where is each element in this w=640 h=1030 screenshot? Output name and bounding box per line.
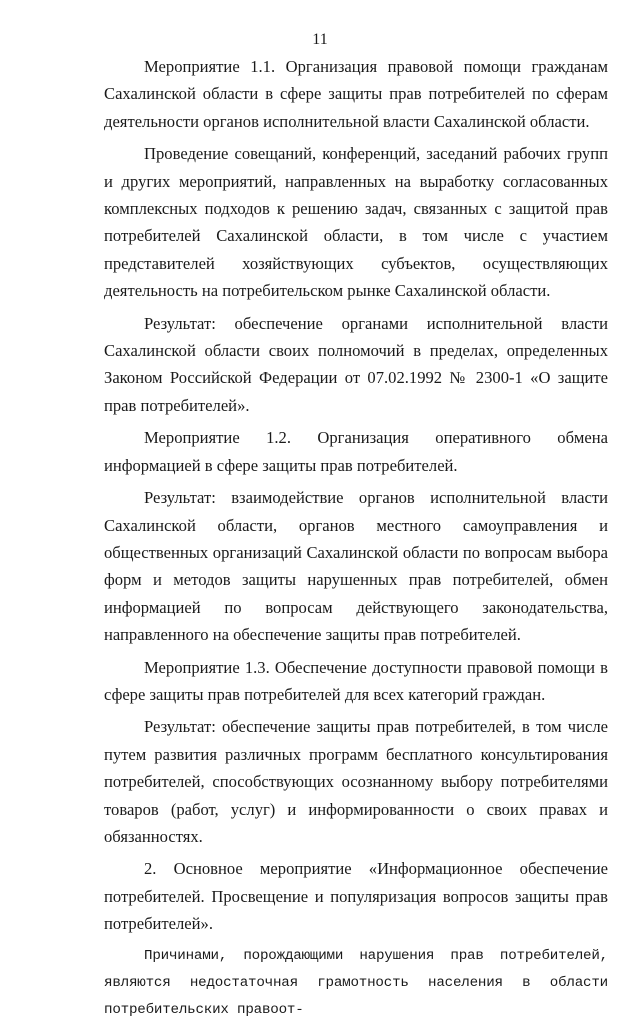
paragraph-result-1-3: Результат: обеспечение защиты прав потребителей, в том числе путем развития различных программ бесплатного консультирования потребителей, способствующих осознанному выбору потребителями товаров (работ, услуг) и информированности о своих правах и обязанностях. (104, 717, 608, 846)
page-number: 11 (312, 31, 328, 48)
paragraph-meetings: Проведение совещаний, конференций, заседаний рабочих групп и других мероприятий, направленных на выработку согласованных комплексных подходов к решению задач, связанных с защитой прав потребителей Сахалинской области, в том числе с участием представителей хозяйствующих субъектов, осуществляющих деятельность на потребительском рынке Сахалинской области. (104, 144, 608, 301)
paragraph-measure-1-3: Мероприятие 1.3. Обеспечение доступности правовой помощи в сфере защиты прав потребителей для всех категорий граждан. (104, 657, 608, 704)
document-body (104, 53, 608, 1030)
paragraph-result-1-1: Результат: обеспечение органами исполнительной власти Сахалинской области своих полномочий в пределах, определенных Законом Российской Федерации от 07.02.1992 № 2300-1 «О защите прав потребителей». (104, 313, 608, 415)
paragraph-causes: Причинами, порождающими нарушения прав потребителей, являются недостаточная грамотность населения в области потребительских правоот- (104, 947, 608, 1019)
paragraph-result-1-2: Результат: взаимодействие органов исполнительной власти Сахалинской области, органов местного самоуправления и общественных организаций Сахалинской области по вопросам выбора форм и методов защиты нарушенных прав потребителей, обмен информацией по вопросам действующего законодательства, направленного на обеспечение защиты прав потребителей. (104, 488, 608, 645)
paragraph-main-measure-2: 2. Основное мероприятие «Информационное обеспечение потребителей. Просвещение и популяризация вопросов защиты прав потребителей». (104, 859, 608, 934)
paragraph-measure-1-1: Мероприятие 1.1. Организация правовой помощи гражданам Сахалинской области в сфере защиты прав потребителей по сферам деятельности органов исполнительной власти Сахалинской области. (104, 57, 608, 131)
paragraph-measure-1-2: Мероприятие 1.2. Организация оперативного обмена информацией в сфере защиты прав потребителей. (104, 428, 608, 475)
